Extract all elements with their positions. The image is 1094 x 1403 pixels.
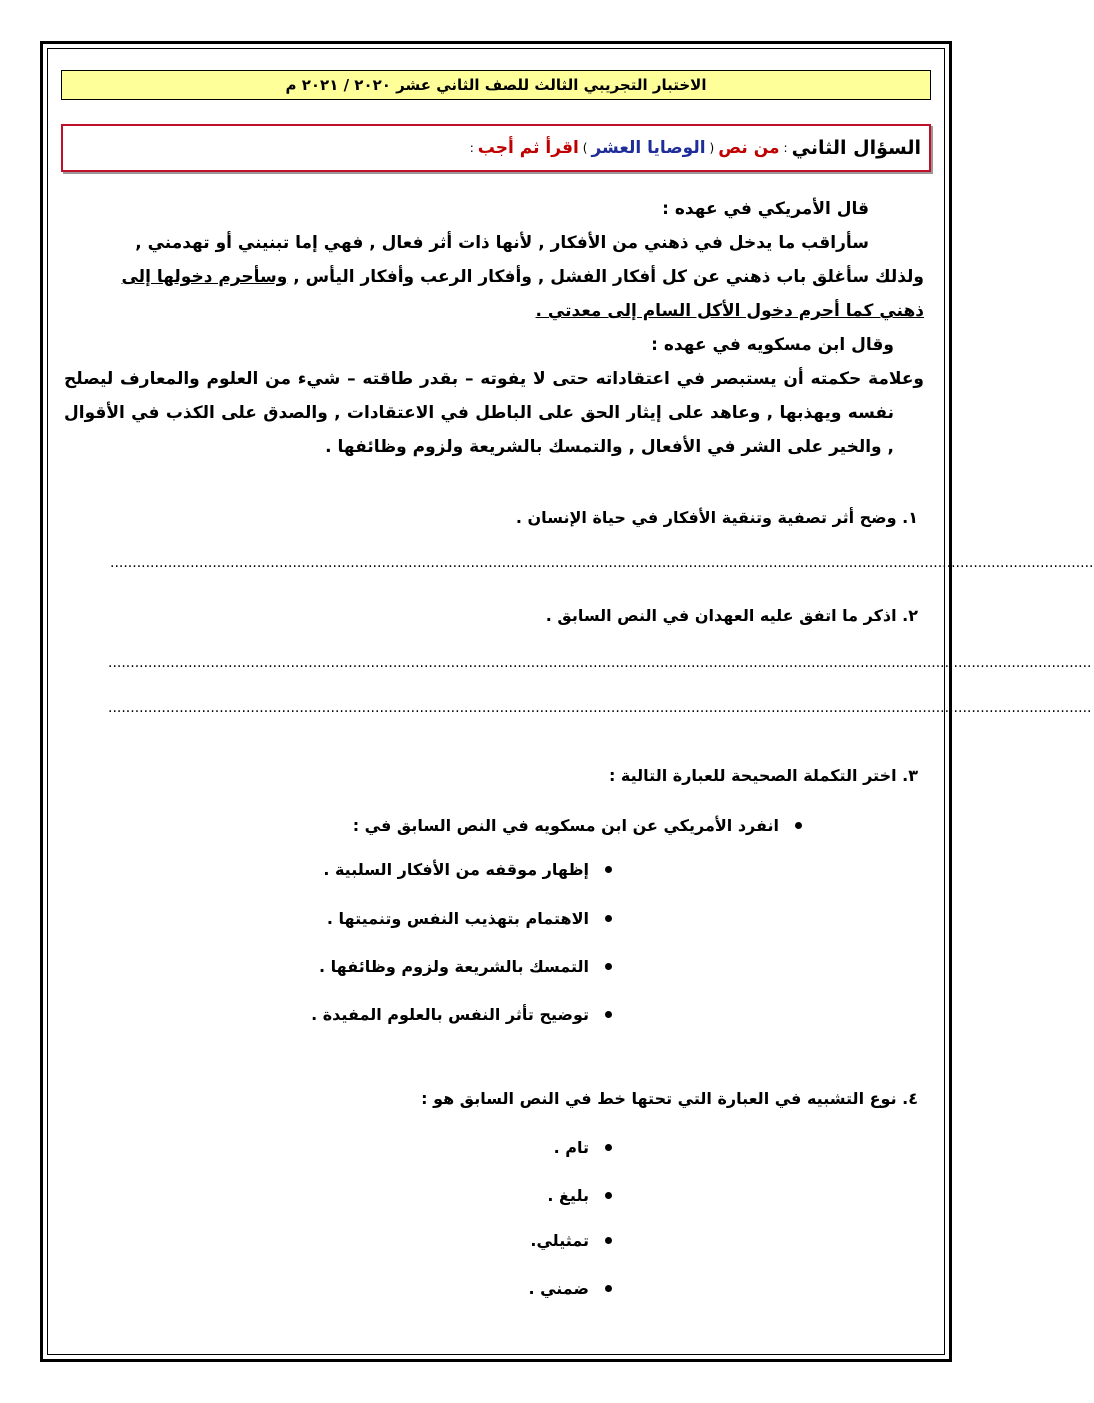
q3-option[interactable]: [311, 1005, 612, 1024]
bullet-icon: [605, 1144, 612, 1151]
q3-option-text: توضيح تأثر النفس بالعلوم المفيدة .: [311, 1005, 589, 1024]
answer-line-1[interactable]: .............................................................................................................................................................................................................................: [110, 555, 1094, 571]
lesson-title: الوصايا العشر: [591, 138, 706, 158]
bullet-icon: [795, 822, 802, 829]
q4-option-text: تام .: [553, 1138, 589, 1157]
passage-paragraph-2: وعلامة حكمته أن يستبصر في اعتقاداته حتى لا يفوته – بقدر طاقته – شيء من العلوم والمعارف ليصلح نفسه ويهذبها , وعاهد على إيثار الحق على الباطل في الاعتقادات , والصدق على الكذب في الأقوال , والخير على الشر في الأفعال , والتمسك بالشريعة ولزوم وظائفها .: [64, 369, 924, 457]
bullet-icon: [605, 1011, 612, 1018]
underlined-phrase-1: وسأحرم دخولها إلى: [121, 267, 288, 287]
intro-american: قال الأمريكي في عهده :: [662, 199, 869, 219]
instruction: اقرأ ثم أجب: [477, 138, 579, 158]
passage-line-1: سأراقب ما يدخل في ذهني من الأفكار , لأنها ذات أثر فعال , فهي إما تبنيني أو تهدمني ,: [135, 233, 869, 253]
q4-option[interactable]: [528, 1279, 612, 1298]
q3-stem-text: انفرد الأمريكي عن ابن مسكويه في النص السابق في :: [352, 816, 779, 835]
question-2: ٢. اذكر ما اتفق عليه العهدان في النص السابق .: [545, 606, 918, 625]
q3-option[interactable]: [319, 957, 612, 976]
q3-option-text: إظهار موقفه من الأفكار السلبية .: [323, 860, 589, 879]
bullet-icon: [605, 866, 612, 873]
exam-title-text: الاختبار التجريبي الثالث للصف الثاني عشر ٢٠٢٠ / ٢٠٢١ م: [285, 76, 707, 94]
question-3: ٣. اختر التكملة الصحيحة للعبارة التالية :: [608, 766, 918, 785]
q3-option[interactable]: [327, 909, 612, 928]
bullet-icon: [605, 1285, 612, 1292]
passage-line-3: [64, 294, 924, 328]
passage-line-2-text: ولذلك سأغلق باب ذهني عن كل أفكار الفشل , وأفكار الرعب وأفكار اليأس ,: [287, 267, 924, 287]
from-text: من نص: [718, 138, 780, 158]
answer-line-2[interactable]: .............................................................................................................................................................................................................................: [108, 655, 1092, 671]
q4-option[interactable]: [554, 1138, 612, 1157]
bullet-icon: [605, 1237, 612, 1244]
underlined-phrase-2: ذهني كما أحرم دخول الأكل السام إلى معدتي .: [535, 301, 924, 321]
q4-option-text: تمثيلي.: [530, 1231, 589, 1250]
passage-line-2: [64, 260, 924, 294]
reading-passage: [64, 192, 924, 464]
bullet-icon: [605, 1192, 612, 1199]
q3-option[interactable]: [323, 860, 612, 879]
bullet-icon: [605, 915, 612, 922]
q4-option-text: بليغ .: [547, 1186, 589, 1205]
answer-line-3[interactable]: .............................................................................................................................................................................................................................: [108, 700, 1092, 716]
question-colon: :: [783, 141, 788, 155]
q4-option[interactable]: [530, 1231, 612, 1250]
paren-close: ): [582, 141, 588, 155]
paren-open: (: [709, 141, 715, 155]
q3-option-text: التمسك بالشريعة ولزوم وظائفها .: [319, 957, 589, 976]
question-4: ٤. نوع التشبيه في العبارة التي تحتها خط في النص السابق هو :: [421, 1089, 918, 1108]
q3-option-text: الاهتمام بتهذيب النفس وتنميتها .: [326, 909, 589, 928]
q4-option[interactable]: [547, 1186, 612, 1205]
intro-miskawayh: وقال ابن مسكويه في عهده :: [651, 335, 894, 355]
q4-option-text: ضمني .: [528, 1279, 589, 1298]
question-end: :: [469, 141, 474, 155]
exam-title: [61, 70, 931, 100]
q3-stem: [353, 816, 802, 835]
question-1: ١. وضح أثر تصفية وتنقية الأفكار في حياة الإنسان .: [515, 508, 918, 527]
question-header: [61, 124, 931, 172]
question-label: السؤال الثاني: [791, 137, 921, 159]
bullet-icon: [605, 963, 612, 970]
